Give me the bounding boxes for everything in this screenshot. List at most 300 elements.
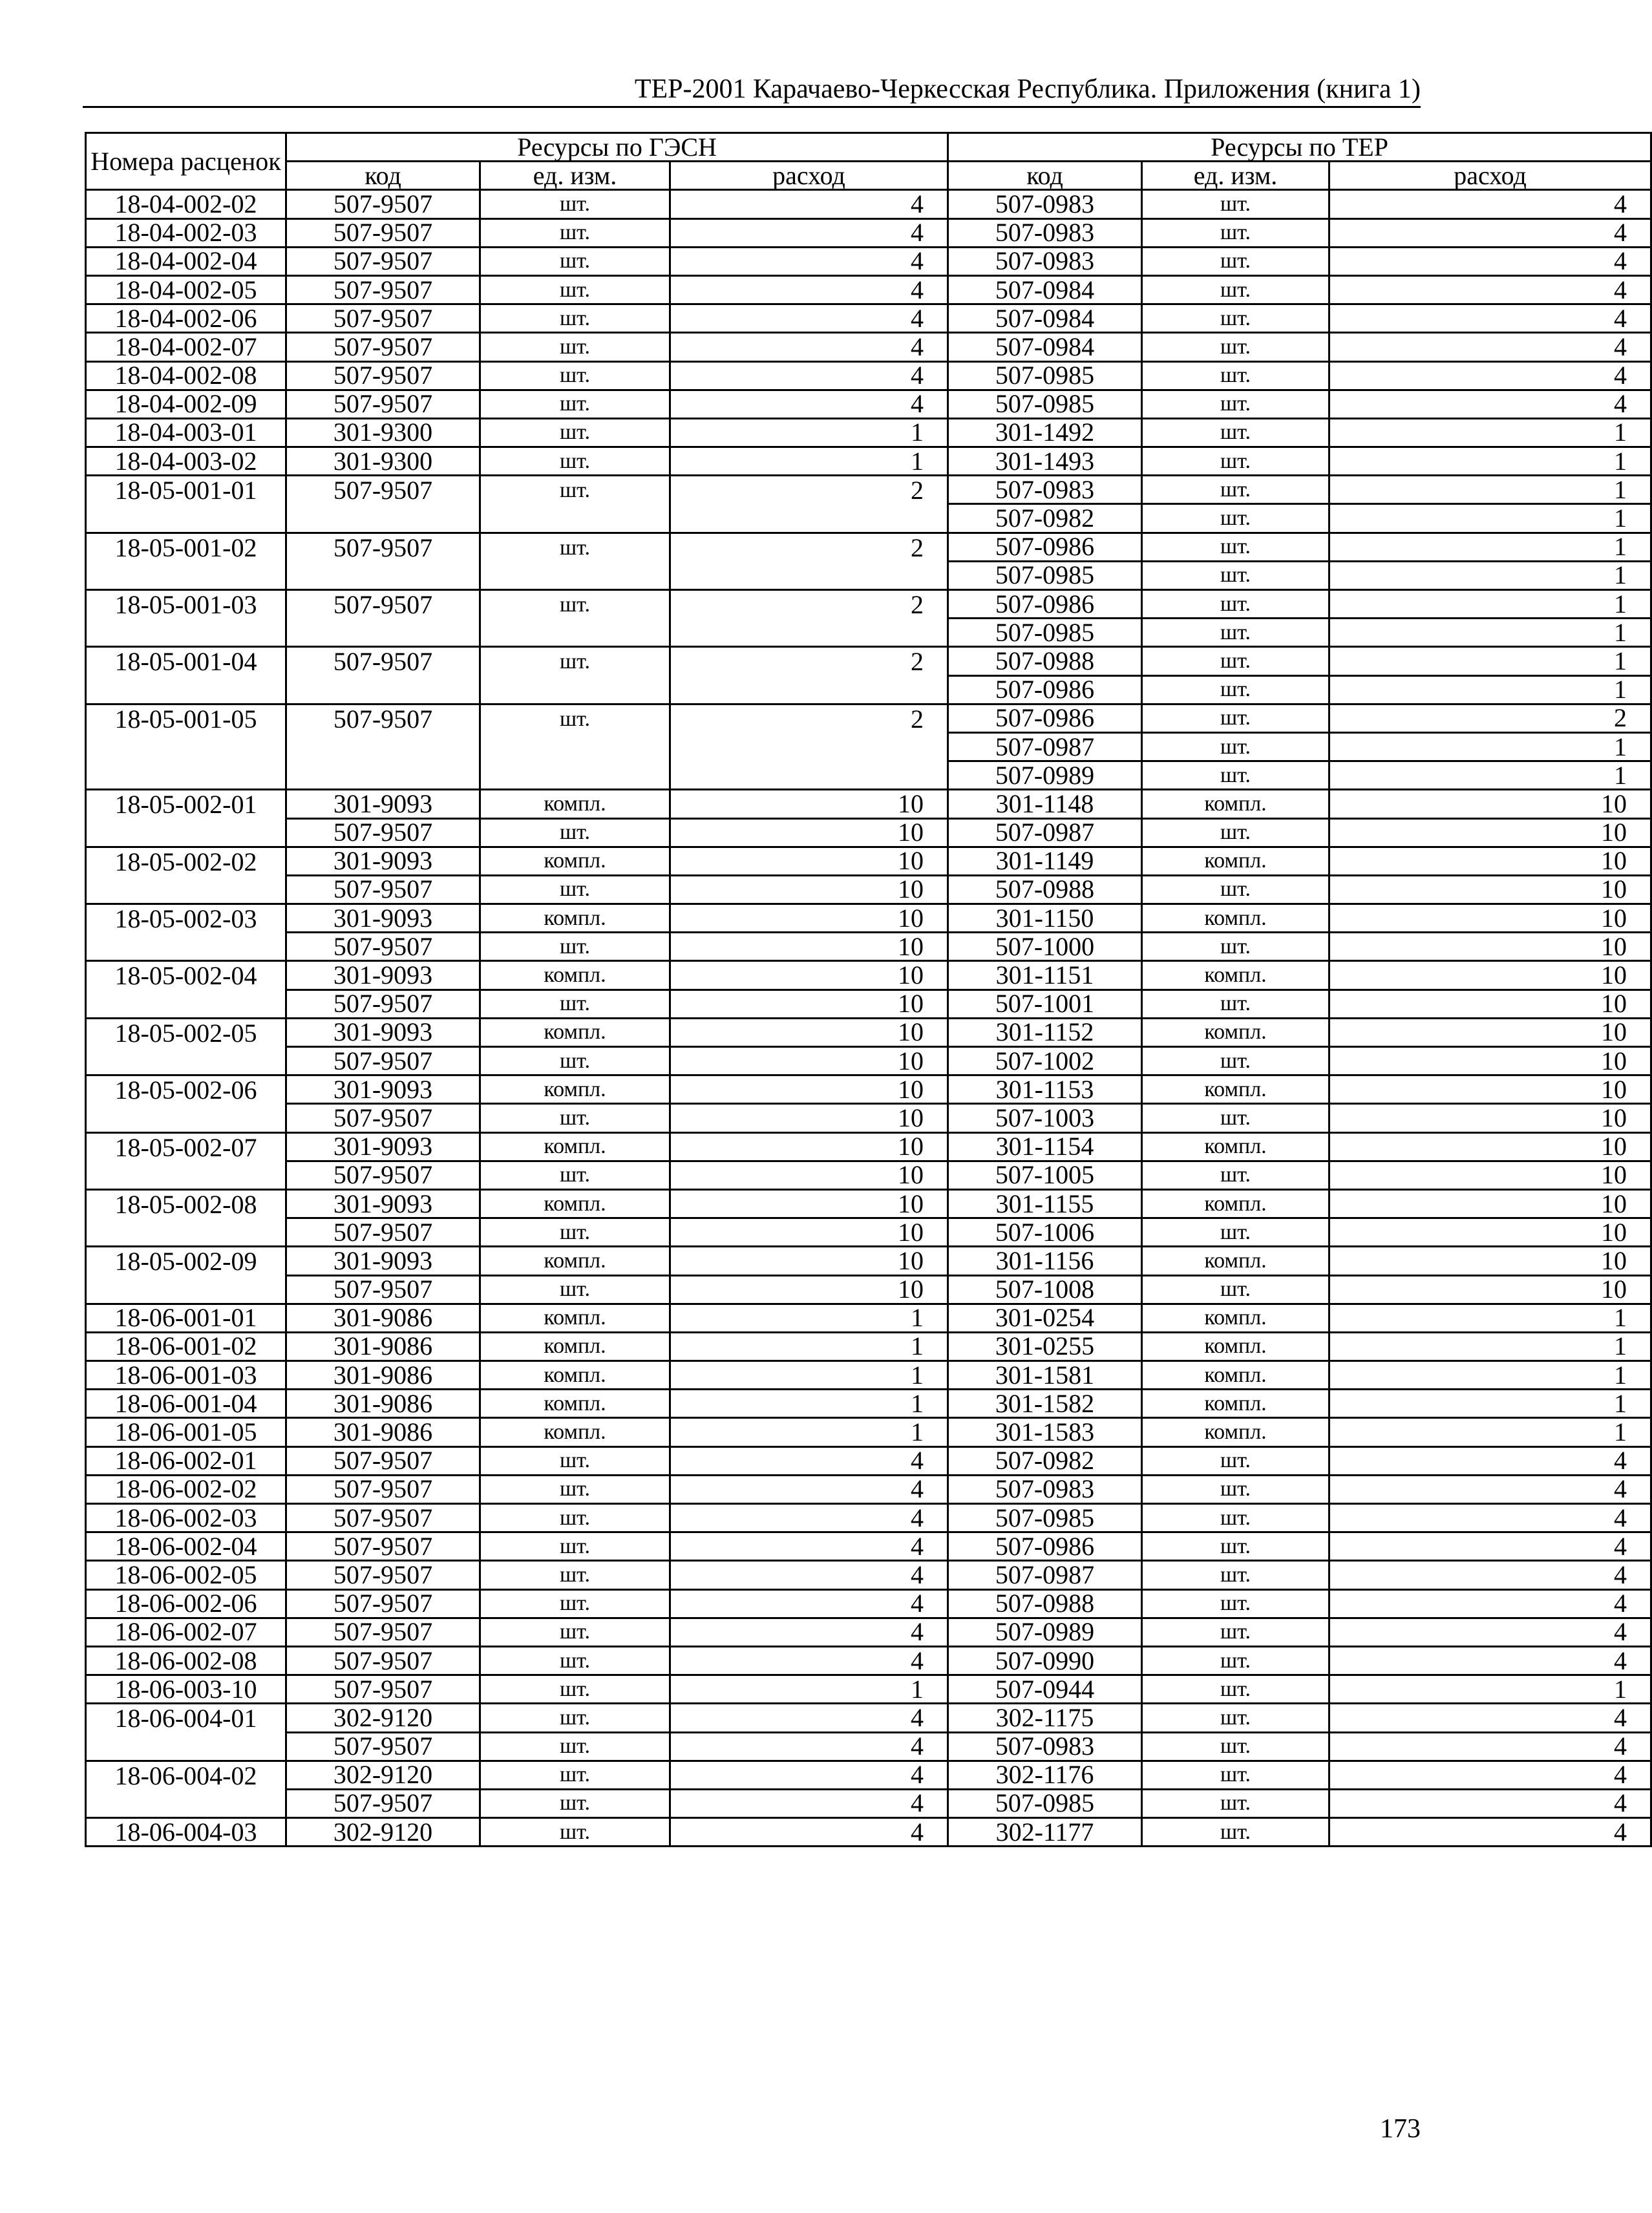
ter-qty-cell: 4 <box>1329 1646 1651 1675</box>
table-row <box>86 1532 1651 1561</box>
ter-code-cell: 507-0983 <box>948 1475 1142 1503</box>
ter-unit-cell: шт. <box>1142 704 1329 732</box>
ter-unit-cell: шт. <box>1142 533 1329 561</box>
ter-qty-cell: 2 <box>1329 704 1651 732</box>
rate-number-cell: 18-04-002-06 <box>86 304 286 333</box>
gesn-code-cell: 507-9507 <box>286 1561 480 1589</box>
ter-code-cell: 301-1153 <box>948 1075 1142 1104</box>
gesn-unit-cell: шт. <box>480 1504 670 1532</box>
gesn-unit-cell: шт. <box>480 818 670 847</box>
ter-unit-cell: компл. <box>1142 1189 1329 1218</box>
rate-number-cell: 18-05-002-09 <box>86 1247 286 1304</box>
table-row <box>86 361 1651 390</box>
resource-table-container <box>85 132 1652 1847</box>
gesn-qty-cell: 10 <box>670 1018 948 1046</box>
gesn-qty-cell: 10 <box>670 961 948 990</box>
ter-qty-cell: 1 <box>1329 1390 1651 1418</box>
gesn-qty-cell: 4 <box>670 1704 948 1732</box>
gesn-qty-cell: 2 <box>670 704 948 790</box>
rate-number-cell: 18-06-001-01 <box>86 1304 286 1332</box>
gesn-unit-cell: шт. <box>480 190 670 218</box>
gesn-code-cell: 507-9507 <box>286 247 480 275</box>
table-row <box>86 1704 1651 1732</box>
rate-number-cell: 18-05-002-02 <box>86 847 286 904</box>
gesn-code-cell: 507-9507 <box>286 390 480 418</box>
ter-unit-cell: шт. <box>1142 1218 1329 1247</box>
ter-qty-cell: 1 <box>1329 675 1651 704</box>
ter-unit-cell: компл. <box>1142 961 1329 990</box>
gesn-unit-cell: компл. <box>480 790 670 818</box>
ter-unit-cell: компл. <box>1142 1304 1329 1332</box>
rate-number-cell: 18-05-002-01 <box>86 790 286 847</box>
gesn-code-cell: 507-9507 <box>286 190 480 218</box>
table-row <box>86 1789 1651 1817</box>
ter-code-cell: 507-0986 <box>948 1532 1142 1561</box>
gesn-qty-cell: 4 <box>670 1532 948 1561</box>
ter-unit-cell: шт. <box>1142 1789 1329 1817</box>
table-row <box>86 1218 1651 1247</box>
gesn-qty-cell: 10 <box>670 1189 948 1218</box>
ter-unit-cell: компл. <box>1142 1075 1329 1104</box>
gesn-unit-cell: шт. <box>480 418 670 447</box>
ter-qty-cell: 4 <box>1329 1704 1651 1732</box>
table-row <box>86 1275 1651 1304</box>
table-row <box>86 1132 1651 1161</box>
table-row <box>86 218 1651 247</box>
ter-code-cell: 301-0255 <box>948 1332 1142 1361</box>
table-row <box>86 476 1651 504</box>
table-head <box>86 133 1651 190</box>
gesn-unit-cell: шт. <box>480 1475 670 1503</box>
ter-code-cell: 507-0983 <box>948 247 1142 275</box>
ter-code-cell: 507-1006 <box>948 1218 1142 1247</box>
ter-unit-cell: шт. <box>1142 990 1329 1018</box>
ter-unit-cell: шт. <box>1142 875 1329 904</box>
ter-qty-cell: 4 <box>1329 1532 1651 1561</box>
table-row <box>86 1475 1651 1503</box>
rate-number-cell: 18-04-003-01 <box>86 418 286 447</box>
ter-unit-cell: шт. <box>1142 1104 1329 1132</box>
table-header-row-2 <box>86 162 1651 190</box>
gesn-qty-cell: 10 <box>670 1075 948 1104</box>
table-row <box>86 1818 1651 1847</box>
gesn-code-cell: 507-9507 <box>286 1789 480 1817</box>
table-row <box>86 933 1651 961</box>
table-row <box>86 1504 1651 1532</box>
ter-code-cell: 302-1176 <box>948 1761 1142 1789</box>
gesn-code-cell: 507-9507 <box>286 361 480 390</box>
gesn-code-cell: 301-9086 <box>286 1361 480 1390</box>
page-number: 173 <box>1380 2114 1421 2144</box>
gesn-unit-cell: шт. <box>480 1532 670 1561</box>
table-row <box>86 875 1651 904</box>
ter-qty-cell: 4 <box>1329 361 1651 390</box>
ter-code-cell: 507-0983 <box>948 218 1142 247</box>
gesn-unit-cell: шт. <box>480 1104 670 1132</box>
gesn-code-cell: 507-9507 <box>286 590 480 647</box>
gesn-unit-cell: шт. <box>480 1218 670 1247</box>
ter-qty-cell: 1 <box>1329 732 1651 761</box>
gesn-code-cell: 301-9300 <box>286 418 480 447</box>
ter-code-cell: 507-1002 <box>948 1047 1142 1075</box>
gesn-qty-cell: 4 <box>670 1446 948 1475</box>
rate-number-cell: 18-06-002-05 <box>86 1561 286 1589</box>
gesn-code-cell: 507-9507 <box>286 1104 480 1132</box>
ter-code-cell: 507-0987 <box>948 818 1142 847</box>
gesn-qty-cell: 4 <box>670 390 948 418</box>
ter-unit-cell: компл. <box>1142 1390 1329 1418</box>
ter-qty-cell: 10 <box>1329 1218 1651 1247</box>
gesn-unit-cell: шт. <box>480 390 670 418</box>
gesn-code-cell: 301-9093 <box>286 961 480 990</box>
gesn-code-cell: 507-9507 <box>286 1475 480 1503</box>
ter-qty-cell: 4 <box>1329 1732 1651 1761</box>
header-title: ТЕР-2001 Карачаево-Черкесская Республика. Приложения (книга 1) <box>634 74 1421 104</box>
ter-qty-cell: 1 <box>1329 1418 1651 1446</box>
table-row <box>86 1018 1651 1046</box>
ter-code-cell: 507-0986 <box>948 675 1142 704</box>
ter-qty-cell: 10 <box>1329 790 1651 818</box>
table-row <box>86 790 1651 818</box>
ter-qty-cell: 1 <box>1329 1332 1651 1361</box>
gesn-qty-cell: 2 <box>670 590 948 647</box>
gesn-qty-cell: 1 <box>670 1361 948 1390</box>
ter-code-cell: 507-0944 <box>948 1675 1142 1704</box>
table-row <box>86 1732 1651 1761</box>
gesn-unit-cell: шт. <box>480 1446 670 1475</box>
ter-qty-cell: 4 <box>1329 304 1651 333</box>
table-row <box>86 647 1651 675</box>
gesn-code-cell: 507-9507 <box>286 818 480 847</box>
gesn-code-cell: 301-9093 <box>286 1075 480 1104</box>
ter-unit-cell: шт. <box>1142 1475 1329 1503</box>
gesn-code-cell: 507-9507 <box>286 704 480 790</box>
rate-number-cell: 18-04-002-07 <box>86 333 286 361</box>
ter-code-cell: 301-1493 <box>948 447 1142 476</box>
gesn-code-cell: 507-9507 <box>286 1532 480 1561</box>
table-row <box>86 333 1651 361</box>
rate-number-cell: 18-06-002-01 <box>86 1446 286 1475</box>
ter-code-cell: 507-0989 <box>948 761 1142 790</box>
ter-unit-cell: шт. <box>1142 561 1329 589</box>
gesn-unit-cell: компл. <box>480 961 670 990</box>
rate-number-cell: 18-04-002-09 <box>86 390 286 418</box>
rate-number-cell: 18-06-002-02 <box>86 1475 286 1503</box>
ter-unit-cell: шт. <box>1142 1704 1329 1732</box>
ter-code-cell: 301-1582 <box>948 1390 1142 1418</box>
table-row <box>86 704 1651 732</box>
ter-qty-cell: 4 <box>1329 218 1651 247</box>
gesn-code-cell: 507-9507 <box>286 1675 480 1704</box>
header-gesn-group: Ресурсы по ГЭСН <box>286 133 948 162</box>
ter-qty-cell: 10 <box>1329 1132 1651 1161</box>
gesn-qty-cell: 4 <box>670 1504 948 1532</box>
rate-number-cell: 18-05-002-04 <box>86 961 286 1018</box>
ter-code-cell: 301-1581 <box>948 1361 1142 1390</box>
ter-qty-cell: 1 <box>1329 590 1651 619</box>
ter-code-cell: 302-1177 <box>948 1818 1142 1847</box>
rate-number-cell: 18-05-002-05 <box>86 1018 286 1075</box>
gesn-unit-cell: шт. <box>480 1732 670 1761</box>
ter-code-cell: 301-1156 <box>948 1247 1142 1275</box>
table-row <box>86 418 1651 447</box>
gesn-unit-cell: шт. <box>480 1761 670 1789</box>
rate-number-cell: 18-05-002-06 <box>86 1075 286 1132</box>
ter-qty-cell: 10 <box>1329 847 1651 875</box>
gesn-unit-cell: компл. <box>480 1390 670 1418</box>
gesn-qty-cell: 4 <box>670 1618 948 1646</box>
gesn-qty-cell: 1 <box>670 447 948 476</box>
gesn-unit-cell: шт. <box>480 1618 670 1646</box>
gesn-unit-cell: шт. <box>480 1646 670 1675</box>
ter-qty-cell: 10 <box>1329 1275 1651 1304</box>
gesn-unit-cell: шт. <box>480 275 670 304</box>
ter-unit-cell: компл. <box>1142 1332 1329 1361</box>
ter-code-cell: 301-1583 <box>948 1418 1142 1446</box>
gesn-qty-cell: 4 <box>670 1761 948 1789</box>
ter-unit-cell: шт. <box>1142 275 1329 304</box>
gesn-unit-cell: компл. <box>480 1018 670 1046</box>
ter-qty-cell: 4 <box>1329 1475 1651 1503</box>
table-row <box>86 1047 1651 1075</box>
rate-number-cell: 18-06-004-03 <box>86 1818 286 1847</box>
ter-code-cell: 507-0986 <box>948 704 1142 732</box>
gesn-code-cell: 507-9507 <box>286 990 480 1018</box>
ter-unit-cell: шт. <box>1142 361 1329 390</box>
ter-qty-cell: 4 <box>1329 1818 1651 1847</box>
ter-qty-cell: 1 <box>1329 504 1651 533</box>
table-row <box>86 447 1651 476</box>
gesn-qty-cell: 10 <box>670 1275 948 1304</box>
gesn-qty-cell: 4 <box>670 1818 948 1847</box>
table-row <box>86 847 1651 875</box>
rate-number-cell: 18-05-001-05 <box>86 704 286 790</box>
gesn-qty-cell: 10 <box>670 875 948 904</box>
ter-qty-cell: 4 <box>1329 1504 1651 1532</box>
table-row <box>86 1418 1651 1446</box>
gesn-qty-cell: 10 <box>670 933 948 961</box>
rate-number-cell: 18-04-002-05 <box>86 275 286 304</box>
table-row <box>86 190 1651 218</box>
gesn-qty-cell: 1 <box>670 418 948 447</box>
table-row <box>86 1589 1651 1618</box>
gesn-unit-cell: шт. <box>480 1275 670 1304</box>
ter-code-cell: 301-1492 <box>948 418 1142 447</box>
ter-qty-cell: 1 <box>1329 1361 1651 1390</box>
gesn-qty-cell: 10 <box>670 818 948 847</box>
gesn-qty-cell: 1 <box>670 1675 948 1704</box>
gesn-qty-cell: 2 <box>670 647 948 704</box>
ter-unit-cell: компл. <box>1142 1361 1329 1390</box>
gesn-qty-cell: 10 <box>670 1161 948 1189</box>
gesn-unit-cell: компл. <box>480 1189 670 1218</box>
ter-code-cell: 507-0985 <box>948 1504 1142 1532</box>
gesn-qty-cell: 4 <box>670 1589 948 1618</box>
ter-code-cell: 507-1000 <box>948 933 1142 961</box>
table-row <box>86 990 1651 1018</box>
ter-unit-cell: компл. <box>1142 1247 1329 1275</box>
ter-qty-cell: 4 <box>1329 1589 1651 1618</box>
ter-code-cell: 507-0983 <box>948 1732 1142 1761</box>
rate-number-cell: 18-06-001-03 <box>86 1361 286 1390</box>
table-row <box>86 247 1651 275</box>
gesn-code-cell: 302-9120 <box>286 1704 480 1732</box>
gesn-qty-cell: 10 <box>670 1047 948 1075</box>
gesn-unit-cell: компл. <box>480 904 670 933</box>
ter-code-cell: 507-0988 <box>948 875 1142 904</box>
ter-unit-cell: шт. <box>1142 1818 1329 1847</box>
rate-number-cell: 18-06-002-03 <box>86 1504 286 1532</box>
ter-qty-cell: 1 <box>1329 447 1651 476</box>
ter-code-cell: 507-0984 <box>948 275 1142 304</box>
table-row <box>86 1104 1651 1132</box>
header-ter-group: Ресурсы по ТЕР <box>948 133 1651 162</box>
rate-number-cell: 18-04-002-02 <box>86 190 286 218</box>
table-row <box>86 390 1651 418</box>
rate-number-cell: 18-05-001-02 <box>86 533 286 589</box>
gesn-unit-cell: шт. <box>480 990 670 1018</box>
gesn-unit-cell: компл. <box>480 1332 670 1361</box>
ter-qty-cell: 10 <box>1329 904 1651 933</box>
gesn-unit-cell: шт. <box>480 1161 670 1189</box>
header-gesn-code: код <box>286 162 480 190</box>
table-row <box>86 1646 1651 1675</box>
table-row <box>86 1561 1651 1589</box>
gesn-unit-cell: шт. <box>480 647 670 704</box>
gesn-unit-cell: шт. <box>480 1704 670 1732</box>
ter-unit-cell: компл. <box>1142 1018 1329 1046</box>
gesn-code-cell: 507-9507 <box>286 1275 480 1304</box>
ter-qty-cell: 4 <box>1329 1561 1651 1589</box>
gesn-code-cell: 301-9086 <box>286 1418 480 1446</box>
gesn-qty-cell: 4 <box>670 333 948 361</box>
gesn-code-cell: 301-9086 <box>286 1304 480 1332</box>
ter-unit-cell: шт. <box>1142 761 1329 790</box>
page-header <box>83 72 1421 108</box>
ter-code-cell: 507-0985 <box>948 619 1142 647</box>
gesn-code-cell: 301-9093 <box>286 1018 480 1046</box>
table-row <box>86 590 1651 619</box>
gesn-unit-cell: шт. <box>480 361 670 390</box>
ter-qty-cell: 1 <box>1329 619 1651 647</box>
rate-number-cell: 18-04-002-08 <box>86 361 286 390</box>
gesn-qty-cell: 4 <box>670 1789 948 1817</box>
gesn-qty-cell: 2 <box>670 533 948 589</box>
ter-unit-cell: шт. <box>1142 1532 1329 1561</box>
gesn-code-cell: 301-9093 <box>286 904 480 933</box>
ter-unit-cell: шт. <box>1142 476 1329 504</box>
ter-unit-cell: шт. <box>1142 590 1329 619</box>
ter-code-cell: 507-0983 <box>948 476 1142 504</box>
rate-number-cell: 18-05-002-07 <box>86 1132 286 1189</box>
ter-unit-cell: шт. <box>1142 1732 1329 1761</box>
ter-code-cell: 507-0984 <box>948 304 1142 333</box>
ter-qty-cell: 10 <box>1329 1047 1651 1075</box>
gesn-code-cell: 302-9120 <box>286 1761 480 1789</box>
ter-unit-cell: шт. <box>1142 218 1329 247</box>
gesn-qty-cell: 10 <box>670 847 948 875</box>
gesn-qty-cell: 4 <box>670 1561 948 1589</box>
gesn-unit-cell: компл. <box>480 1247 670 1275</box>
ter-code-cell: 507-0987 <box>948 732 1142 761</box>
ter-qty-cell: 10 <box>1329 1189 1651 1218</box>
ter-unit-cell: компл. <box>1142 790 1329 818</box>
ter-unit-cell: шт. <box>1142 675 1329 704</box>
rate-number-cell: 18-06-002-06 <box>86 1589 286 1618</box>
gesn-code-cell: 507-9507 <box>286 1446 480 1475</box>
ter-qty-cell: 4 <box>1329 1761 1651 1789</box>
ter-qty-cell: 10 <box>1329 1161 1651 1189</box>
ter-unit-cell: шт. <box>1142 1589 1329 1618</box>
table-row <box>86 533 1651 561</box>
gesn-qty-cell: 4 <box>670 1475 948 1503</box>
table-row <box>86 1446 1651 1475</box>
ter-qty-cell: 4 <box>1329 1789 1651 1817</box>
ter-unit-cell: компл. <box>1142 1418 1329 1446</box>
table-row <box>86 1247 1651 1275</box>
gesn-unit-cell: шт. <box>480 333 670 361</box>
gesn-qty-cell: 4 <box>670 1732 948 1761</box>
ter-code-cell: 507-0982 <box>948 504 1142 533</box>
header-gesn-unit: ед. изм. <box>480 162 670 190</box>
rate-number-cell: 18-04-003-02 <box>86 447 286 476</box>
gesn-unit-cell: шт. <box>480 875 670 904</box>
ter-code-cell: 507-0989 <box>948 1618 1142 1646</box>
header-gesn-qty: расход <box>670 162 948 190</box>
ter-qty-cell: 4 <box>1329 390 1651 418</box>
ter-unit-cell: шт. <box>1142 447 1329 476</box>
ter-code-cell: 507-0990 <box>948 1646 1142 1675</box>
table-row <box>86 1075 1651 1104</box>
ter-unit-cell: шт. <box>1142 1675 1329 1704</box>
ter-qty-cell: 10 <box>1329 990 1651 1018</box>
gesn-unit-cell: шт. <box>480 1589 670 1618</box>
gesn-qty-cell: 10 <box>670 1247 948 1275</box>
gesn-code-cell: 507-9507 <box>286 1589 480 1618</box>
gesn-qty-cell: 10 <box>670 1132 948 1161</box>
ter-unit-cell: шт. <box>1142 418 1329 447</box>
table-row <box>86 304 1651 333</box>
ter-code-cell: 507-1005 <box>948 1161 1142 1189</box>
ter-qty-cell: 10 <box>1329 1075 1651 1104</box>
rate-number-cell: 18-06-002-07 <box>86 1618 286 1646</box>
gesn-unit-cell: компл. <box>480 1418 670 1446</box>
gesn-code-cell: 301-9300 <box>286 447 480 476</box>
ter-code-cell: 301-1152 <box>948 1018 1142 1046</box>
table-body <box>86 190 1651 1847</box>
header-number: Номера расценок <box>86 133 286 190</box>
gesn-qty-cell: 1 <box>670 1418 948 1446</box>
ter-code-cell: 507-0987 <box>948 1561 1142 1589</box>
rate-number-cell: 18-05-002-08 <box>86 1189 286 1246</box>
ter-qty-cell: 4 <box>1329 1618 1651 1646</box>
table-row <box>86 961 1651 990</box>
resource-table <box>85 132 1652 1847</box>
gesn-qty-cell: 4 <box>670 275 948 304</box>
rate-number-cell: 18-05-001-04 <box>86 647 286 704</box>
gesn-code-cell: 301-9093 <box>286 790 480 818</box>
ter-code-cell: 507-0988 <box>948 1589 1142 1618</box>
ter-unit-cell: шт. <box>1142 247 1329 275</box>
ter-code-cell: 507-0982 <box>948 1446 1142 1475</box>
gesn-code-cell: 302-9120 <box>286 1818 480 1847</box>
gesn-code-cell: 507-9507 <box>286 1047 480 1075</box>
ter-code-cell: 507-1008 <box>948 1275 1142 1304</box>
gesn-code-cell: 507-9507 <box>286 933 480 961</box>
ter-code-cell: 302-1175 <box>948 1704 1142 1732</box>
gesn-code-cell: 507-9507 <box>286 275 480 304</box>
ter-unit-cell: шт. <box>1142 1561 1329 1589</box>
